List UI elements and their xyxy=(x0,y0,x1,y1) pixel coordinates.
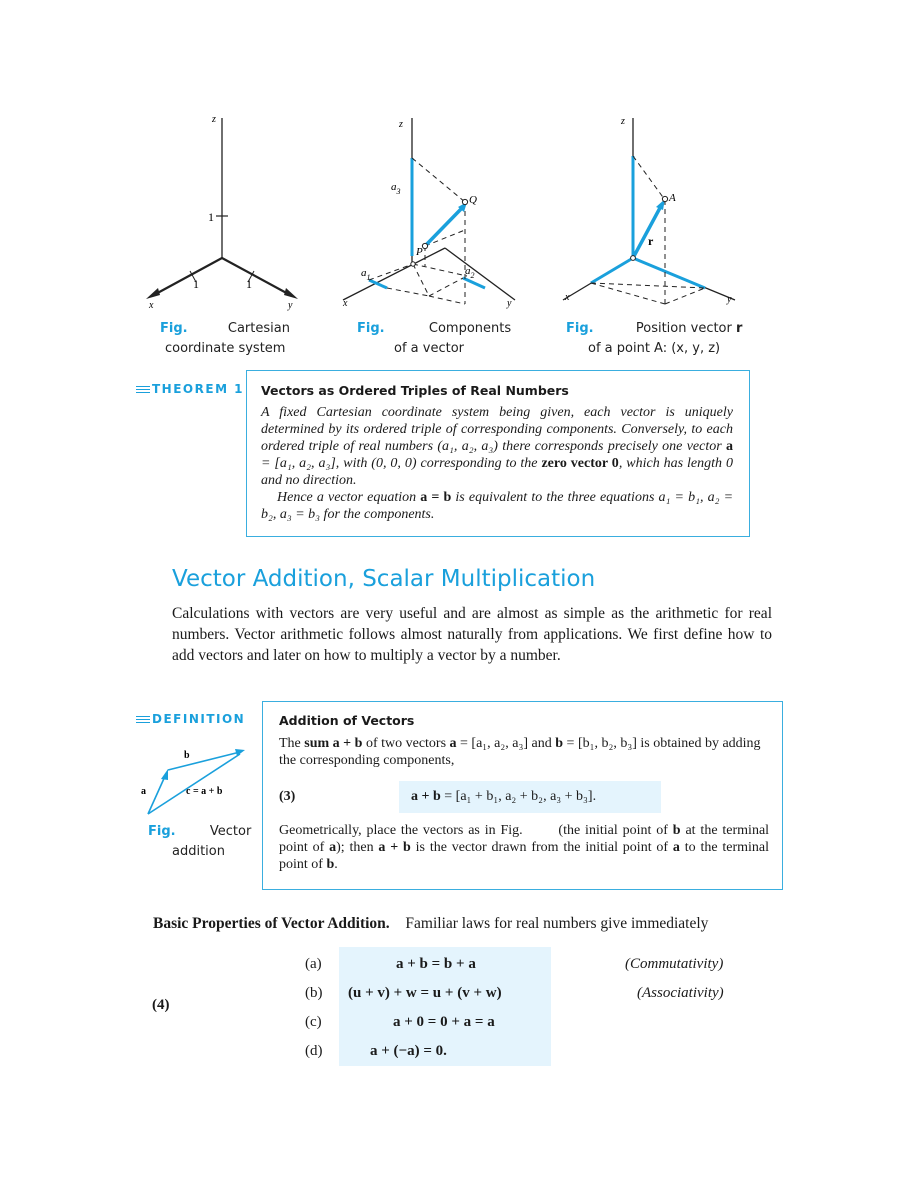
definition-text-part: to the terminal point of xyxy=(279,840,770,872)
definition-sum: sum a + b xyxy=(304,736,363,751)
equation-4-number: (4) xyxy=(152,997,170,1013)
figure-caption-cartesian xyxy=(160,319,300,359)
axis-label-z: z xyxy=(621,116,625,127)
point-label-q: Q xyxy=(469,194,477,206)
definition-geometric-text xyxy=(279,822,769,873)
tag-rule-decoration xyxy=(136,386,150,394)
definition-text-part: = [b₁, b₂, b₃] is obtained by adding the corresponding components, xyxy=(279,736,761,768)
properties-title: Basic Properties of Vector Addition. xyxy=(153,915,390,932)
theorem-tag-text: THEOREM 1 xyxy=(152,382,245,396)
figure-label: Fig. xyxy=(160,321,188,336)
caption-text: Position vector xyxy=(635,321,732,336)
section-intro: Calculations with vectors are very useful and are almost as simple as the arithmetic for real numbers. Vector arithmetic follows almost naturally from applications. We first define how to add vectors and later on how to multiply a vector by a number. xyxy=(172,605,772,664)
caption-text: of a point A: (x, y, z) xyxy=(588,341,721,356)
theorem-vector-a: a xyxy=(726,439,734,454)
property-row-d xyxy=(0,1043,918,1063)
caption-text: of a vector xyxy=(394,341,464,356)
fig-label-c: c = a + b xyxy=(186,786,223,797)
properties-intro xyxy=(153,915,708,933)
figure-label: Fig. xyxy=(357,321,385,336)
axis-label-x: x xyxy=(149,300,154,311)
figure-cartesian-coordinate-system xyxy=(140,108,310,311)
definition-vector-a: a xyxy=(449,736,457,751)
definition-tag xyxy=(134,712,247,726)
properties-intro-text: Familiar laws for real numbers give immediately xyxy=(405,915,709,932)
property-label: (d) xyxy=(305,1043,323,1059)
point-label-p: P xyxy=(416,246,423,258)
definition-tag-text: DEFINITION xyxy=(152,712,246,726)
caption-text: Components xyxy=(428,321,512,336)
property-note: (Commutativity) xyxy=(625,956,724,972)
axis-label-y: y xyxy=(507,298,512,309)
definition-text-part: ); then xyxy=(336,840,374,855)
component-a2: $a_2$ xyxy=(465,265,475,280)
theorem-tag xyxy=(134,382,246,396)
figure-caption-vector-addition xyxy=(148,822,268,862)
property-expression: a + (−a) = 0. xyxy=(370,1043,447,1059)
property-label: (c) xyxy=(305,1014,322,1030)
definition-title: Addition of Vectors xyxy=(279,713,415,728)
property-label: (b) xyxy=(305,985,323,1001)
equation-3-lhs: a + b xyxy=(411,789,441,804)
property-note: (Associativity) xyxy=(637,985,724,1001)
definition-text-part: The xyxy=(279,736,301,751)
property-expression: (u + v) + w = u + (v + w) xyxy=(348,985,502,1001)
definition-text-part: (the initial point of xyxy=(558,823,668,838)
axis-label-y: y xyxy=(727,294,732,305)
definition-text xyxy=(279,735,769,769)
component-a3: $a_3$ xyxy=(391,181,401,196)
caption-vector-r: r xyxy=(736,321,743,336)
tick-label-x-1: 1 xyxy=(193,277,199,291)
property-row-b xyxy=(0,985,918,1005)
tick-label-z-1: 1 xyxy=(208,210,214,224)
property-expression: a + b = b + a xyxy=(396,956,476,972)
figure-components-of-vector xyxy=(335,108,530,308)
axis-label-x: x xyxy=(343,298,348,309)
figure-label: Fig. xyxy=(148,824,176,839)
definition-sum: a + b xyxy=(378,840,411,855)
equation-3-number: (3) xyxy=(279,789,296,804)
axis-label-z: z xyxy=(399,119,403,130)
tag-rule-decoration xyxy=(136,716,150,724)
figure-caption-components xyxy=(357,319,517,359)
axis-label-x: x xyxy=(565,292,570,303)
fig-label-b: b xyxy=(184,750,190,761)
theorem-text: Hence a vector equation xyxy=(277,490,417,505)
definition-vector-b: b xyxy=(672,823,681,838)
definition-text-part: of two vectors xyxy=(365,736,447,751)
point-label-a: A xyxy=(669,192,676,204)
caption-text: Vector xyxy=(209,824,252,839)
theorem-body xyxy=(261,404,733,523)
definition-text-part: Geometrically, place the vectors as in Fig. xyxy=(279,823,523,838)
figure-label: Fig. xyxy=(566,321,594,336)
theorem-text: , which has length 0 and no direction. xyxy=(261,456,733,488)
axis-label-y: y xyxy=(288,300,293,311)
theorem-zero-vector: zero vector 0 xyxy=(541,456,619,471)
component-a1: $a_1$ xyxy=(361,267,371,282)
property-expression: a + 0 = 0 + a = a xyxy=(393,1014,495,1030)
definition-text-part: = [a₁, a₂, a₃] and xyxy=(460,736,552,751)
axis-label-z: z xyxy=(212,114,216,125)
definition-vector-a: a xyxy=(329,840,337,855)
theorem-text: is equivalent to the three equations a₁ = b₁, a₂ = b₂, a₃ = b₃ for the components. xyxy=(261,490,734,522)
definition-vector-b: b xyxy=(326,857,335,872)
theorem-box xyxy=(246,370,750,537)
theorem-text: A fixed Cartesian coordinate system being given, each vector is uniquely determined by its ordered triple of corresponding components. Conversely, to each ordered triple of real numbers (a₁, a₂, a₃) there corresponds precisely one vector xyxy=(261,405,733,454)
equation-3-rhs: = [a₁ + b₁, a₂ + b₂, a₃ + b₃]. xyxy=(444,789,597,804)
property-label: (a) xyxy=(305,956,322,972)
property-row-c xyxy=(0,1014,918,1034)
equation-3 xyxy=(399,781,661,813)
vector-label-r: r xyxy=(648,234,654,248)
definition-box xyxy=(262,701,783,890)
definition-text-part: is the vector drawn from the initial point of xyxy=(415,840,669,855)
tick-label-y-1: 1 xyxy=(246,277,252,291)
theorem-title: Vectors as Ordered Triples of Real Numbers xyxy=(261,383,569,398)
theorem-equation: a = b xyxy=(420,490,452,505)
definition-text-part: . xyxy=(334,857,338,872)
theorem-text: = [a₁, a₂, a₃], with (0, 0, 0) corresponding to the xyxy=(261,456,538,471)
definition-vector-b: b xyxy=(555,736,564,751)
caption-text: addition xyxy=(172,844,225,859)
definition-text-part: at the terminal point of xyxy=(279,823,770,855)
figure-position-vector xyxy=(555,108,750,308)
caption-text: coordinate system xyxy=(165,341,286,356)
figure-vector-addition xyxy=(136,742,256,822)
figure-caption-position-vector xyxy=(566,319,766,359)
definition-vector-a: a xyxy=(672,840,680,855)
caption-text: Cartesian xyxy=(227,321,290,336)
section-heading: Vector Addition, Scalar Multiplication xyxy=(172,566,596,592)
property-row-a xyxy=(0,956,918,976)
fig-label-a: a xyxy=(141,786,146,797)
